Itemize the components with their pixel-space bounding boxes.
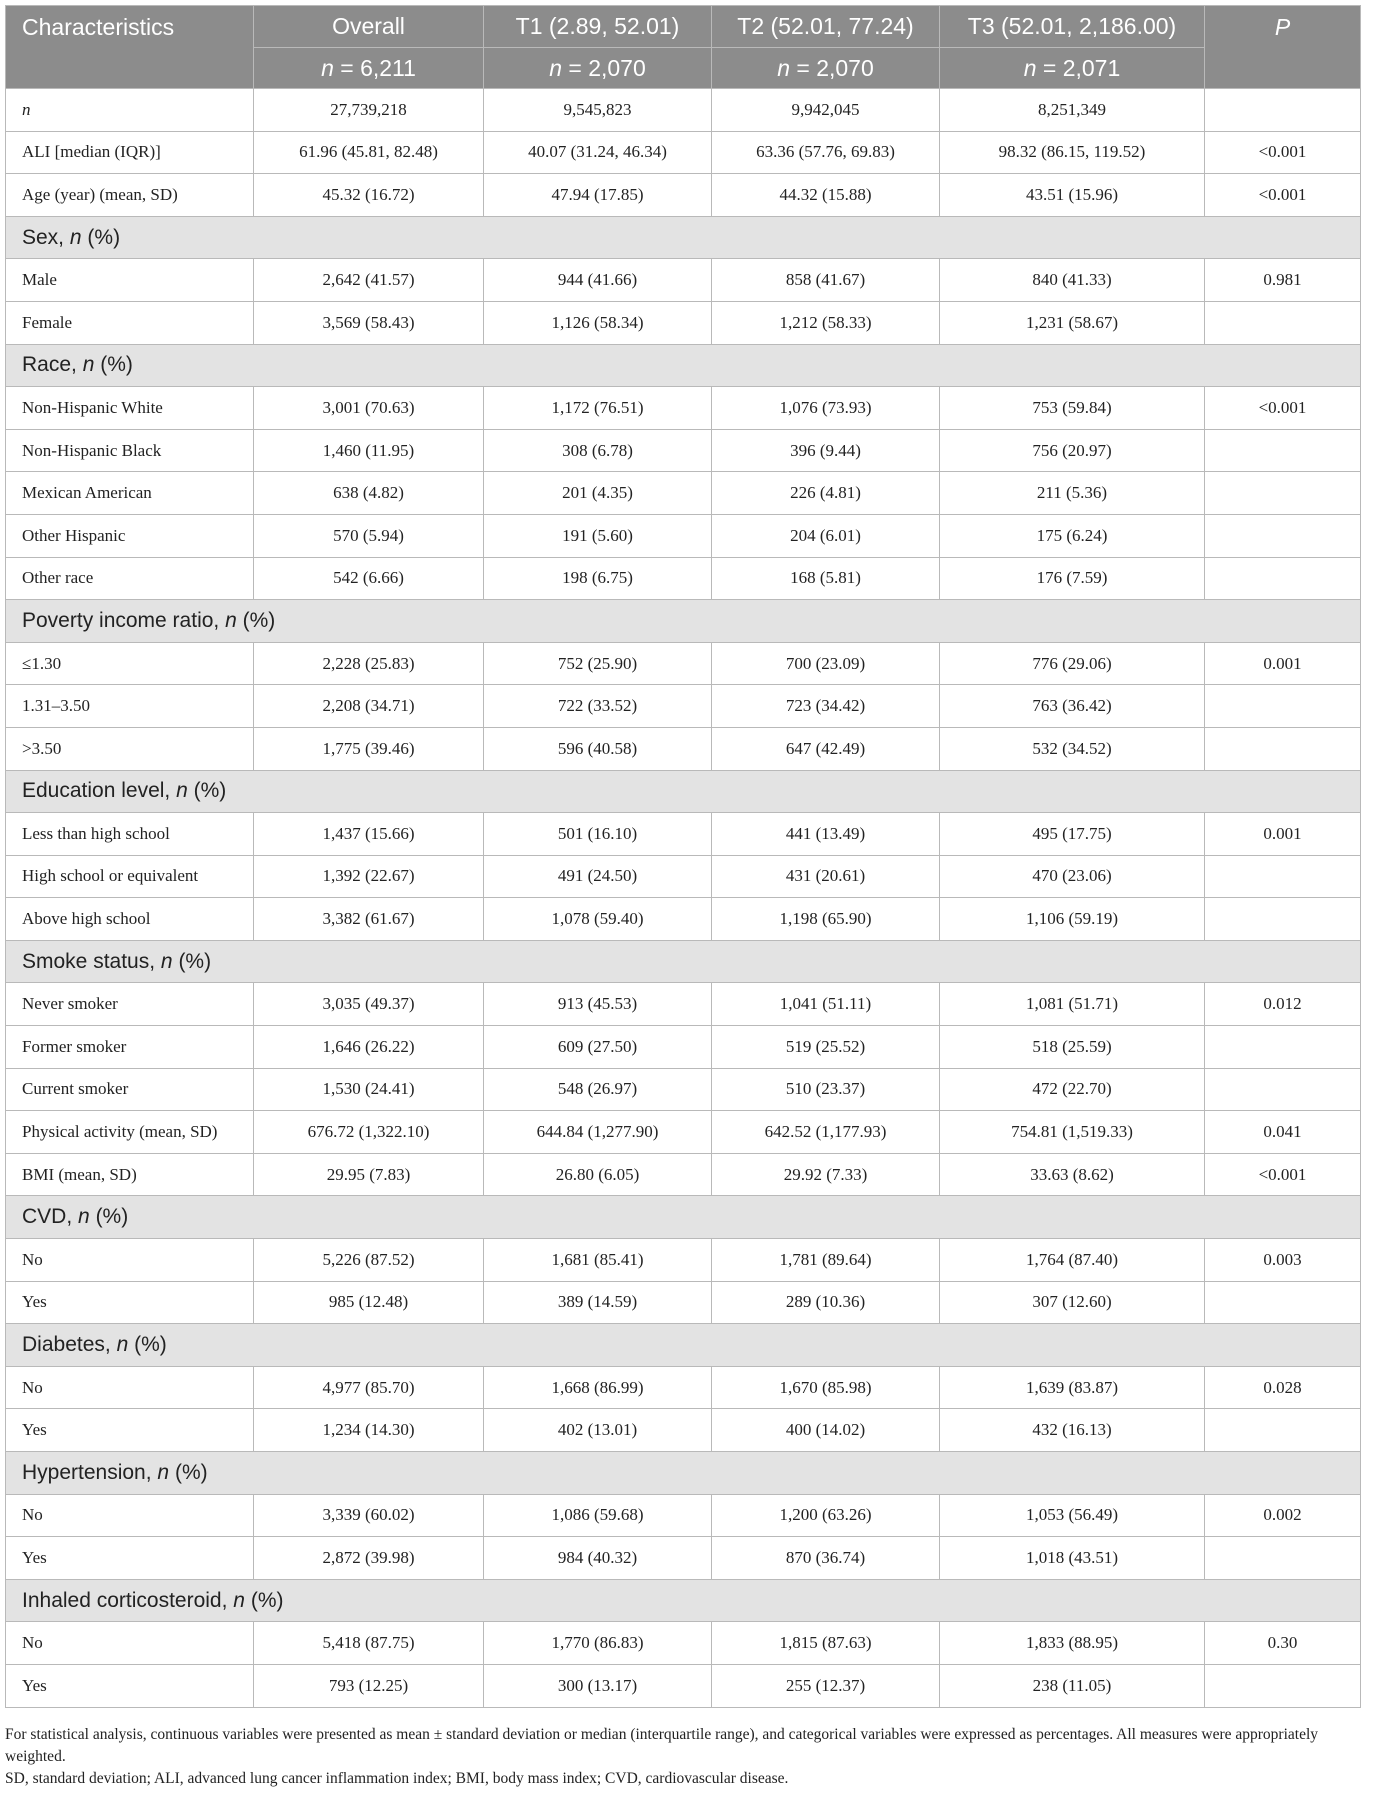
cell-value: 61.96 (45.81, 82.48) (254, 131, 484, 174)
cell-value: 3,339 (60.02) (254, 1494, 484, 1537)
cell-value: 722 (33.52) (484, 685, 712, 728)
cell-value: 29.95 (7.83) (254, 1153, 484, 1196)
row-label: ≤1.30 (6, 642, 254, 685)
cell-value: 9,545,823 (484, 89, 712, 132)
table-row (6, 1409, 1361, 1452)
cell-value: 470 (23.06) (940, 855, 1205, 898)
cell-value: 1,076 (73.93) (712, 387, 940, 430)
cell-value: 638 (4.82) (254, 472, 484, 515)
table-footnotes (5, 1724, 1365, 1790)
row-label: No (6, 1494, 254, 1537)
cell-p-value (1205, 514, 1361, 557)
cell-value: 5,418 (87.75) (254, 1622, 484, 1665)
cell-value: 168 (5.81) (712, 557, 940, 600)
row-label: Yes (6, 1409, 254, 1452)
cell-value: 840 (41.33) (940, 259, 1205, 302)
cell-p-value: <0.001 (1205, 174, 1361, 217)
row-label: >3.50 (6, 727, 254, 770)
table-row (6, 727, 1361, 770)
row-label: Current smoker (6, 1068, 254, 1111)
cell-p-value: 0.028 (1205, 1366, 1361, 1409)
cell-value: 676.72 (1,322.10) (254, 1111, 484, 1154)
row-label: Non-Hispanic White (6, 387, 254, 430)
cell-p-value (1205, 1068, 1361, 1111)
row-label: Physical activity (mean, SD) (6, 1111, 254, 1154)
cell-value: 1,234 (14.30) (254, 1409, 484, 1452)
table-row (6, 1111, 1361, 1154)
table-row (6, 1366, 1361, 1409)
cell-value: 289 (10.36) (712, 1281, 940, 1324)
cell-value: 307 (12.60) (940, 1281, 1205, 1324)
header-t3-n: n = 2,071 (940, 48, 1205, 89)
cell-value: 3,569 (58.43) (254, 301, 484, 344)
row-label: Non-Hispanic Black (6, 429, 254, 472)
table-row (6, 557, 1361, 600)
cell-value: 441 (13.49) (712, 813, 940, 856)
cell-p-value (1205, 898, 1361, 941)
row-label: Other race (6, 557, 254, 600)
cell-p-value (1205, 1537, 1361, 1580)
cell-value: 2,642 (41.57) (254, 259, 484, 302)
cell-value: 609 (27.50) (484, 1026, 712, 1069)
cell-value: 501 (16.10) (484, 813, 712, 856)
cell-value: 519 (25.52) (712, 1026, 940, 1069)
table-row (6, 1068, 1361, 1111)
cell-value: 9,942,045 (712, 89, 940, 132)
cell-p-value (1205, 472, 1361, 515)
row-label: Male (6, 259, 254, 302)
row-label: BMI (mean, SD) (6, 1153, 254, 1196)
row-label: Yes (6, 1664, 254, 1707)
cell-value: 1,639 (83.87) (940, 1366, 1205, 1409)
table-row (6, 174, 1361, 217)
section-row (6, 216, 1361, 259)
cell-value: 491 (24.50) (484, 855, 712, 898)
cell-value: 198 (6.75) (484, 557, 712, 600)
cell-value: 29.92 (7.33) (712, 1153, 940, 1196)
row-label: No (6, 1366, 254, 1409)
cell-value: 191 (5.60) (484, 514, 712, 557)
cell-value: 255 (12.37) (712, 1664, 940, 1707)
table-row (6, 813, 1361, 856)
row-label: n (6, 89, 254, 132)
cell-p-value: 0.001 (1205, 813, 1361, 856)
cell-value: 542 (6.66) (254, 557, 484, 600)
header-t2-n: n = 2,070 (712, 48, 940, 89)
cell-value: 1,770 (86.83) (484, 1622, 712, 1665)
cell-p-value (1205, 1026, 1361, 1069)
cell-value: 3,382 (61.67) (254, 898, 484, 941)
cell-value: 389 (14.59) (484, 1281, 712, 1324)
cell-value: 396 (9.44) (712, 429, 940, 472)
row-label: Mexican American (6, 472, 254, 515)
header-t3: T3 (52.01, 2,186.00) (940, 6, 1205, 48)
cell-value: 1,053 (56.49) (940, 1494, 1205, 1537)
cell-value: 700 (23.09) (712, 642, 940, 685)
row-label: Yes (6, 1537, 254, 1580)
characteristics-table (5, 5, 1361, 1708)
cell-p-value (1205, 855, 1361, 898)
cell-p-value: 0.002 (1205, 1494, 1361, 1537)
header-characteristics: Characteristics (6, 6, 254, 89)
cell-p-value (1205, 727, 1361, 770)
cell-value: 400 (14.02) (712, 1409, 940, 1452)
table-row (6, 983, 1361, 1026)
section-heading: CVD, n (%) (6, 1196, 1361, 1239)
characteristics-table-container (5, 5, 1360, 1708)
cell-value: 308 (6.78) (484, 429, 712, 472)
section-row (6, 1452, 1361, 1495)
table-body (6, 89, 1361, 1708)
cell-value: 402 (13.01) (484, 1409, 712, 1452)
cell-value: 984 (40.32) (484, 1537, 712, 1580)
cell-value: 644.84 (1,277.90) (484, 1111, 712, 1154)
cell-value: 1,775 (39.46) (254, 727, 484, 770)
cell-value: 43.51 (15.96) (940, 174, 1205, 217)
footnote-abbreviations: SD, standard deviation; ALI, advanced lung cancer inflammation index; BMI, body mass index; CVD, cardiovascular disease. (5, 1770, 789, 1787)
cell-p-value: 0.003 (1205, 1239, 1361, 1282)
cell-value: 45.32 (16.72) (254, 174, 484, 217)
row-label: No (6, 1622, 254, 1665)
table-row (6, 429, 1361, 472)
cell-value: 944 (41.66) (484, 259, 712, 302)
section-row (6, 1324, 1361, 1367)
table-row (6, 1622, 1361, 1665)
cell-value: 1,018 (43.51) (940, 1537, 1205, 1580)
section-row (6, 600, 1361, 643)
row-label: Female (6, 301, 254, 344)
section-heading: Hypertension, n (%) (6, 1452, 1361, 1495)
cell-value: 431 (20.61) (712, 855, 940, 898)
table-row (6, 855, 1361, 898)
cell-value: 2,228 (25.83) (254, 642, 484, 685)
table-row (6, 472, 1361, 515)
cell-value: 211 (5.36) (940, 472, 1205, 515)
row-label: Less than high school (6, 813, 254, 856)
cell-value: 44.32 (15.88) (712, 174, 940, 217)
cell-value: 1,126 (58.34) (484, 301, 712, 344)
section-heading: Poverty income ratio, n (%) (6, 600, 1361, 643)
row-label: Former smoker (6, 1026, 254, 1069)
section-row (6, 1196, 1361, 1239)
section-row (6, 1579, 1361, 1622)
cell-value: 596 (40.58) (484, 727, 712, 770)
cell-value: 238 (11.05) (940, 1664, 1205, 1707)
cell-value: 495 (17.75) (940, 813, 1205, 856)
row-label: Age (year) (mean, SD) (6, 174, 254, 217)
cell-value: 1,833 (88.95) (940, 1622, 1205, 1665)
cell-value: 723 (34.42) (712, 685, 940, 728)
cell-value: 985 (12.48) (254, 1281, 484, 1324)
cell-value: 858 (41.67) (712, 259, 940, 302)
table-row (6, 387, 1361, 430)
cell-value: 1,041 (51.11) (712, 983, 940, 1026)
row-label: ALI [median (IQR)] (6, 131, 254, 174)
cell-value: 4,977 (85.70) (254, 1366, 484, 1409)
section-row (6, 770, 1361, 813)
table-header (6, 6, 1361, 89)
cell-value: 432 (16.13) (940, 1409, 1205, 1452)
cell-value: 1,392 (22.67) (254, 855, 484, 898)
section-row (6, 344, 1361, 387)
table-row (6, 1153, 1361, 1196)
cell-value: 1,200 (63.26) (712, 1494, 940, 1537)
cell-value: 532 (34.52) (940, 727, 1205, 770)
cell-p-value (1205, 89, 1361, 132)
cell-value: 1,106 (59.19) (940, 898, 1205, 941)
cell-p-value (1205, 685, 1361, 728)
cell-value: 1,681 (85.41) (484, 1239, 712, 1282)
cell-p-value (1205, 301, 1361, 344)
cell-value: 518 (25.59) (940, 1026, 1205, 1069)
header-overall: Overall (254, 6, 484, 48)
table-row (6, 514, 1361, 557)
table-row (6, 1494, 1361, 1537)
cell-value: 204 (6.01) (712, 514, 940, 557)
cell-p-value: 0.001 (1205, 642, 1361, 685)
row-label: 1.31–3.50 (6, 685, 254, 728)
cell-value: 63.36 (57.76, 69.83) (712, 131, 940, 174)
cell-p-value (1205, 1664, 1361, 1707)
cell-value: 647 (42.49) (712, 727, 940, 770)
section-heading: Sex, n (%) (6, 216, 1361, 259)
cell-value: 1,781 (89.64) (712, 1239, 940, 1282)
cell-value: 47.94 (17.85) (484, 174, 712, 217)
table-row (6, 1537, 1361, 1580)
cell-value: 1,530 (24.41) (254, 1068, 484, 1111)
cell-value: 763 (36.42) (940, 685, 1205, 728)
cell-value: 300 (13.17) (484, 1664, 712, 1707)
cell-value: 98.32 (86.15, 119.52) (940, 131, 1205, 174)
cell-value: 570 (5.94) (254, 514, 484, 557)
cell-value: 2,208 (34.71) (254, 685, 484, 728)
cell-value: 1,231 (58.67) (940, 301, 1205, 344)
cell-value: 1,212 (58.33) (712, 301, 940, 344)
cell-value: 756 (20.97) (940, 429, 1205, 472)
cell-value: 1,646 (26.22) (254, 1026, 484, 1069)
header-t2: T2 (52.01, 77.24) (712, 6, 940, 48)
cell-value: 1,172 (76.51) (484, 387, 712, 430)
cell-value: 201 (4.35) (484, 472, 712, 515)
row-label: Yes (6, 1281, 254, 1324)
cell-value: 1,198 (65.90) (712, 898, 940, 941)
row-label: No (6, 1239, 254, 1282)
cell-value: 752 (25.90) (484, 642, 712, 685)
table-row (6, 1281, 1361, 1324)
cell-value: 3,001 (70.63) (254, 387, 484, 430)
cell-value: 1,081 (51.71) (940, 983, 1205, 1026)
row-label: Above high school (6, 898, 254, 941)
cell-value: 642.52 (1,177.93) (712, 1111, 940, 1154)
cell-value: 226 (4.81) (712, 472, 940, 515)
cell-value: 27,739,218 (254, 89, 484, 132)
table-row (6, 301, 1361, 344)
cell-p-value (1205, 1281, 1361, 1324)
cell-value: 175 (6.24) (940, 514, 1205, 557)
cell-p-value: <0.001 (1205, 387, 1361, 430)
cell-p-value (1205, 1409, 1361, 1452)
table-row (6, 1239, 1361, 1282)
cell-value: 913 (45.53) (484, 983, 712, 1026)
cell-p-value (1205, 429, 1361, 472)
cell-value: 472 (22.70) (940, 1068, 1205, 1111)
section-heading: Diabetes, n (%) (6, 1324, 1361, 1367)
table-row (6, 89, 1361, 132)
header-overall-n: n = 6,211 (254, 48, 484, 89)
cell-value: 1,815 (87.63) (712, 1622, 940, 1665)
cell-value: 2,872 (39.98) (254, 1537, 484, 1580)
section-heading: Race, n (%) (6, 344, 1361, 387)
cell-value: 548 (26.97) (484, 1068, 712, 1111)
cell-value: 3,035 (49.37) (254, 983, 484, 1026)
cell-value: 1,086 (59.68) (484, 1494, 712, 1537)
cell-value: 8,251,349 (940, 89, 1205, 132)
cell-value: 1,670 (85.98) (712, 1366, 940, 1409)
table-row (6, 685, 1361, 728)
table-row (6, 131, 1361, 174)
cell-value: 1,437 (15.66) (254, 813, 484, 856)
row-label: Never smoker (6, 983, 254, 1026)
row-label: Other Hispanic (6, 514, 254, 557)
table-row (6, 642, 1361, 685)
table-row (6, 1026, 1361, 1069)
cell-value: 793 (12.25) (254, 1664, 484, 1707)
cell-value: 1,460 (11.95) (254, 429, 484, 472)
section-heading: Education level, n (%) (6, 770, 1361, 813)
section-heading: Inhaled corticosteroid, n (%) (6, 1579, 1361, 1622)
cell-value: 1,668 (86.99) (484, 1366, 712, 1409)
header-t1-n: n = 2,070 (484, 48, 712, 89)
cell-p-value: 0.981 (1205, 259, 1361, 302)
cell-p-value (1205, 557, 1361, 600)
cell-value: 33.63 (8.62) (940, 1153, 1205, 1196)
table-row (6, 1664, 1361, 1707)
cell-value: 176 (7.59) (940, 557, 1205, 600)
table-row (6, 259, 1361, 302)
cell-value: 5,226 (87.52) (254, 1239, 484, 1282)
cell-value: 510 (23.37) (712, 1068, 940, 1111)
cell-value: 870 (36.74) (712, 1537, 940, 1580)
header-t1: T1 (2.89, 52.01) (484, 6, 712, 48)
cell-value: 40.07 (31.24, 46.34) (484, 131, 712, 174)
cell-p-value: 0.041 (1205, 1111, 1361, 1154)
cell-p-value: <0.001 (1205, 1153, 1361, 1196)
section-row (6, 940, 1361, 983)
cell-value: 26.80 (6.05) (484, 1153, 712, 1196)
row-label: High school or equivalent (6, 855, 254, 898)
cell-value: 754.81 (1,519.33) (940, 1111, 1205, 1154)
footnote-statistics: For statistical analysis, continuous variables were presented as mean ± standard deviation or median (interquartile range), and categorical variables were expressed as percentages. All measures were appropriately weighted. (5, 1726, 1319, 1765)
cell-p-value: 0.012 (1205, 983, 1361, 1026)
cell-value: 1,764 (87.40) (940, 1239, 1205, 1282)
cell-value: 753 (59.84) (940, 387, 1205, 430)
cell-p-value: <0.001 (1205, 131, 1361, 174)
section-heading: Smoke status, n (%) (6, 940, 1361, 983)
table-row (6, 898, 1361, 941)
cell-p-value: 0.30 (1205, 1622, 1361, 1665)
header-p: P (1205, 6, 1361, 89)
cell-value: 776 (29.06) (940, 642, 1205, 685)
cell-value: 1,078 (59.40) (484, 898, 712, 941)
